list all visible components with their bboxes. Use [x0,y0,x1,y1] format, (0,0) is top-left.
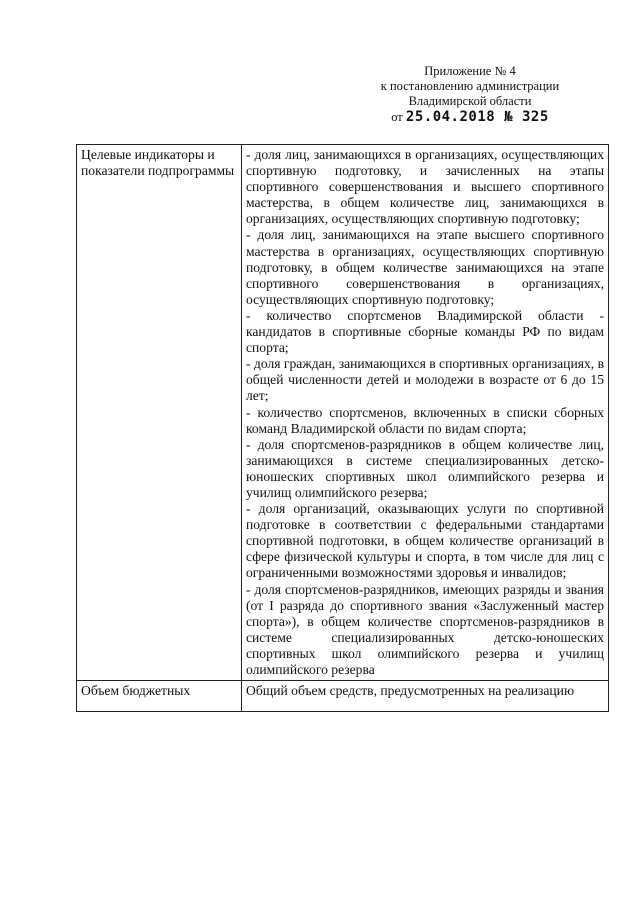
subprogram-passport-table [76,144,609,712]
appendix-region: Владимирской области [408,94,532,108]
indicator-item: - доля граждан, занимающихся в спортивных организациях, в общей численности детей и молодежи в возрасте от 6 до 15 лет; [246,356,604,404]
indicator-item: - доля организаций, оказывающих услуги по спортивной подготовке в соответствии с федеральными стандартами спортивной подготовки, в общем количестве организаций в сфере физической культуры и спорта, в том числе для лиц с ограниченными возможностями здоровья и инвалидов; [246,501,604,581]
table-row-budget [77,681,609,712]
row-label-indicators: Целевые индикаторы и показатели подпрограммы [77,145,242,681]
appendix-date-line [350,110,590,125]
indicator-item: - количество спортсменов Владимирской области - кандидатов в спортивные сборные команды РФ по видам спорта; [246,307,604,356]
row-content-indicators [242,145,609,681]
indicator-item: - количество спортсменов, включенных в списки сборных команд Владимирской области по видам спорта; [246,404,604,436]
indicator-item: - доля лиц, занимающихся на этапе высшего спортивного мастерства в организациях, осуществляющих спортивную подготовку, в общем количестве занимающихся на этапе спортивного совершенствования в организациях, осуществляющих спортивную подготовку; [246,227,604,307]
date-prefix: от [391,110,403,124]
indicator-item: - доля лиц, занимающихся в организациях, осуществляющих спортивную подготовку, и зачисленных на этапы спортивного совершенствования и высшего спортивного мастерства, в общем количестве лиц, занимающихся в организациях, осуществляющих спортивную подготовку; [246,147,604,227]
row-label-budget: Объем бюджетных [77,681,242,712]
row-content-budget: Общий объем средств, предусмотренных на реализацию [242,681,609,712]
appendix-title: Приложение № 4 [424,64,516,78]
indicator-item: - доля спортсменов-разрядников, имеющих разряды и звания (от I разряда до спортивного звания «Заслуженный мастер спорта»), в общем количестве спортсменов-разрядников в системе специализированных детско-юношеских спортивных школ олимпийского резерва и училищ олимпийского резерва [246,581,604,677]
date-and-number: 25.04.2018 № 325 [405,109,549,125]
appendix-resolution-ref: к постановлению администрации [380,79,560,93]
appendix-header [350,64,590,125]
indicator-item: - доля спортсменов-разрядников в общем количестве лиц, занимающихся в системе специализированных детско-юношеских спортивных школ олимпийского резерва и училищ олимпийского резерва; [246,436,604,500]
table-row-indicators [77,145,609,681]
